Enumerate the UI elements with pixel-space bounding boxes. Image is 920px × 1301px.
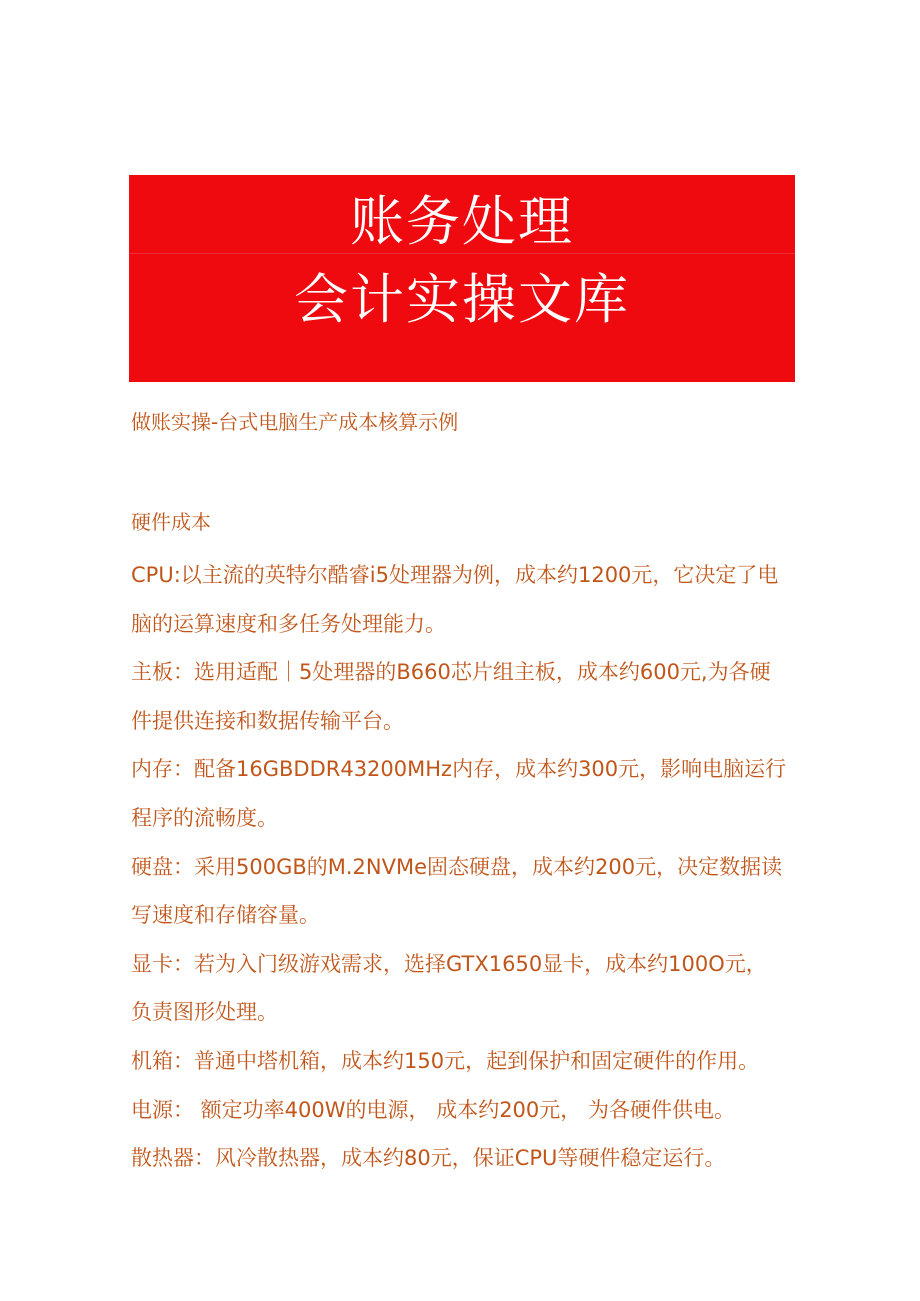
document-body [131,508,796,1183]
banner-title-line1: 账务处理 [350,190,574,253]
paragraph-line: 散热器：风冷散热器，成本约80元，保证CPU等硬件稳定运行。 [131,1146,726,1171]
paragraph-line: 负责图形处理。 [131,1000,278,1025]
paragraph-line: 程序的流畅度。 [131,805,278,830]
title-banner [129,175,795,382]
document-title: 做账实操-台式电脑生产成本核算示例 [131,410,459,434]
paragraph-line: 显卡：若为入门级游戏需求，选择GTX1650显卡，成本约100O元， [131,951,767,976]
paragraph-line: 硬盘：采用500GB的M.2NVMe固态硬盘，成本约200元，决定数据读 [131,854,783,879]
paragraph-line: 主板：选用适配｜5处理器的B660芯片组主板，成本约600元,为各硬 [131,660,771,685]
paragraph-line: 写速度和存储容量。 [131,903,320,928]
paragraph-line: 脑的运算速度和多任务处理能力。 [131,611,446,636]
paragraph-line: 电源： 额定功率400W的电源， 成本约200元， 为各硬件供电。 [131,1097,735,1122]
paragraph-line: 内存：配备16GBDDR43200MHz内存，成本约300元，影响电脑运行 [131,757,787,782]
paragraph-line: 件提供连接和数据传输平台。 [131,708,404,733]
paragraph-line: CPU:以主流的英特尔酷睿i5处理器为例，成本约1200元，它决定了电 [131,563,779,587]
paragraph-line: 机箱：普通中塔机箱，成本约150元，起到保护和固定硬件的作用。 [131,1048,760,1073]
section-heading: 硬件成本 [131,510,211,534]
banner-title-line2: 会计实操文库 [294,268,630,331]
banner-divider [129,253,795,254]
